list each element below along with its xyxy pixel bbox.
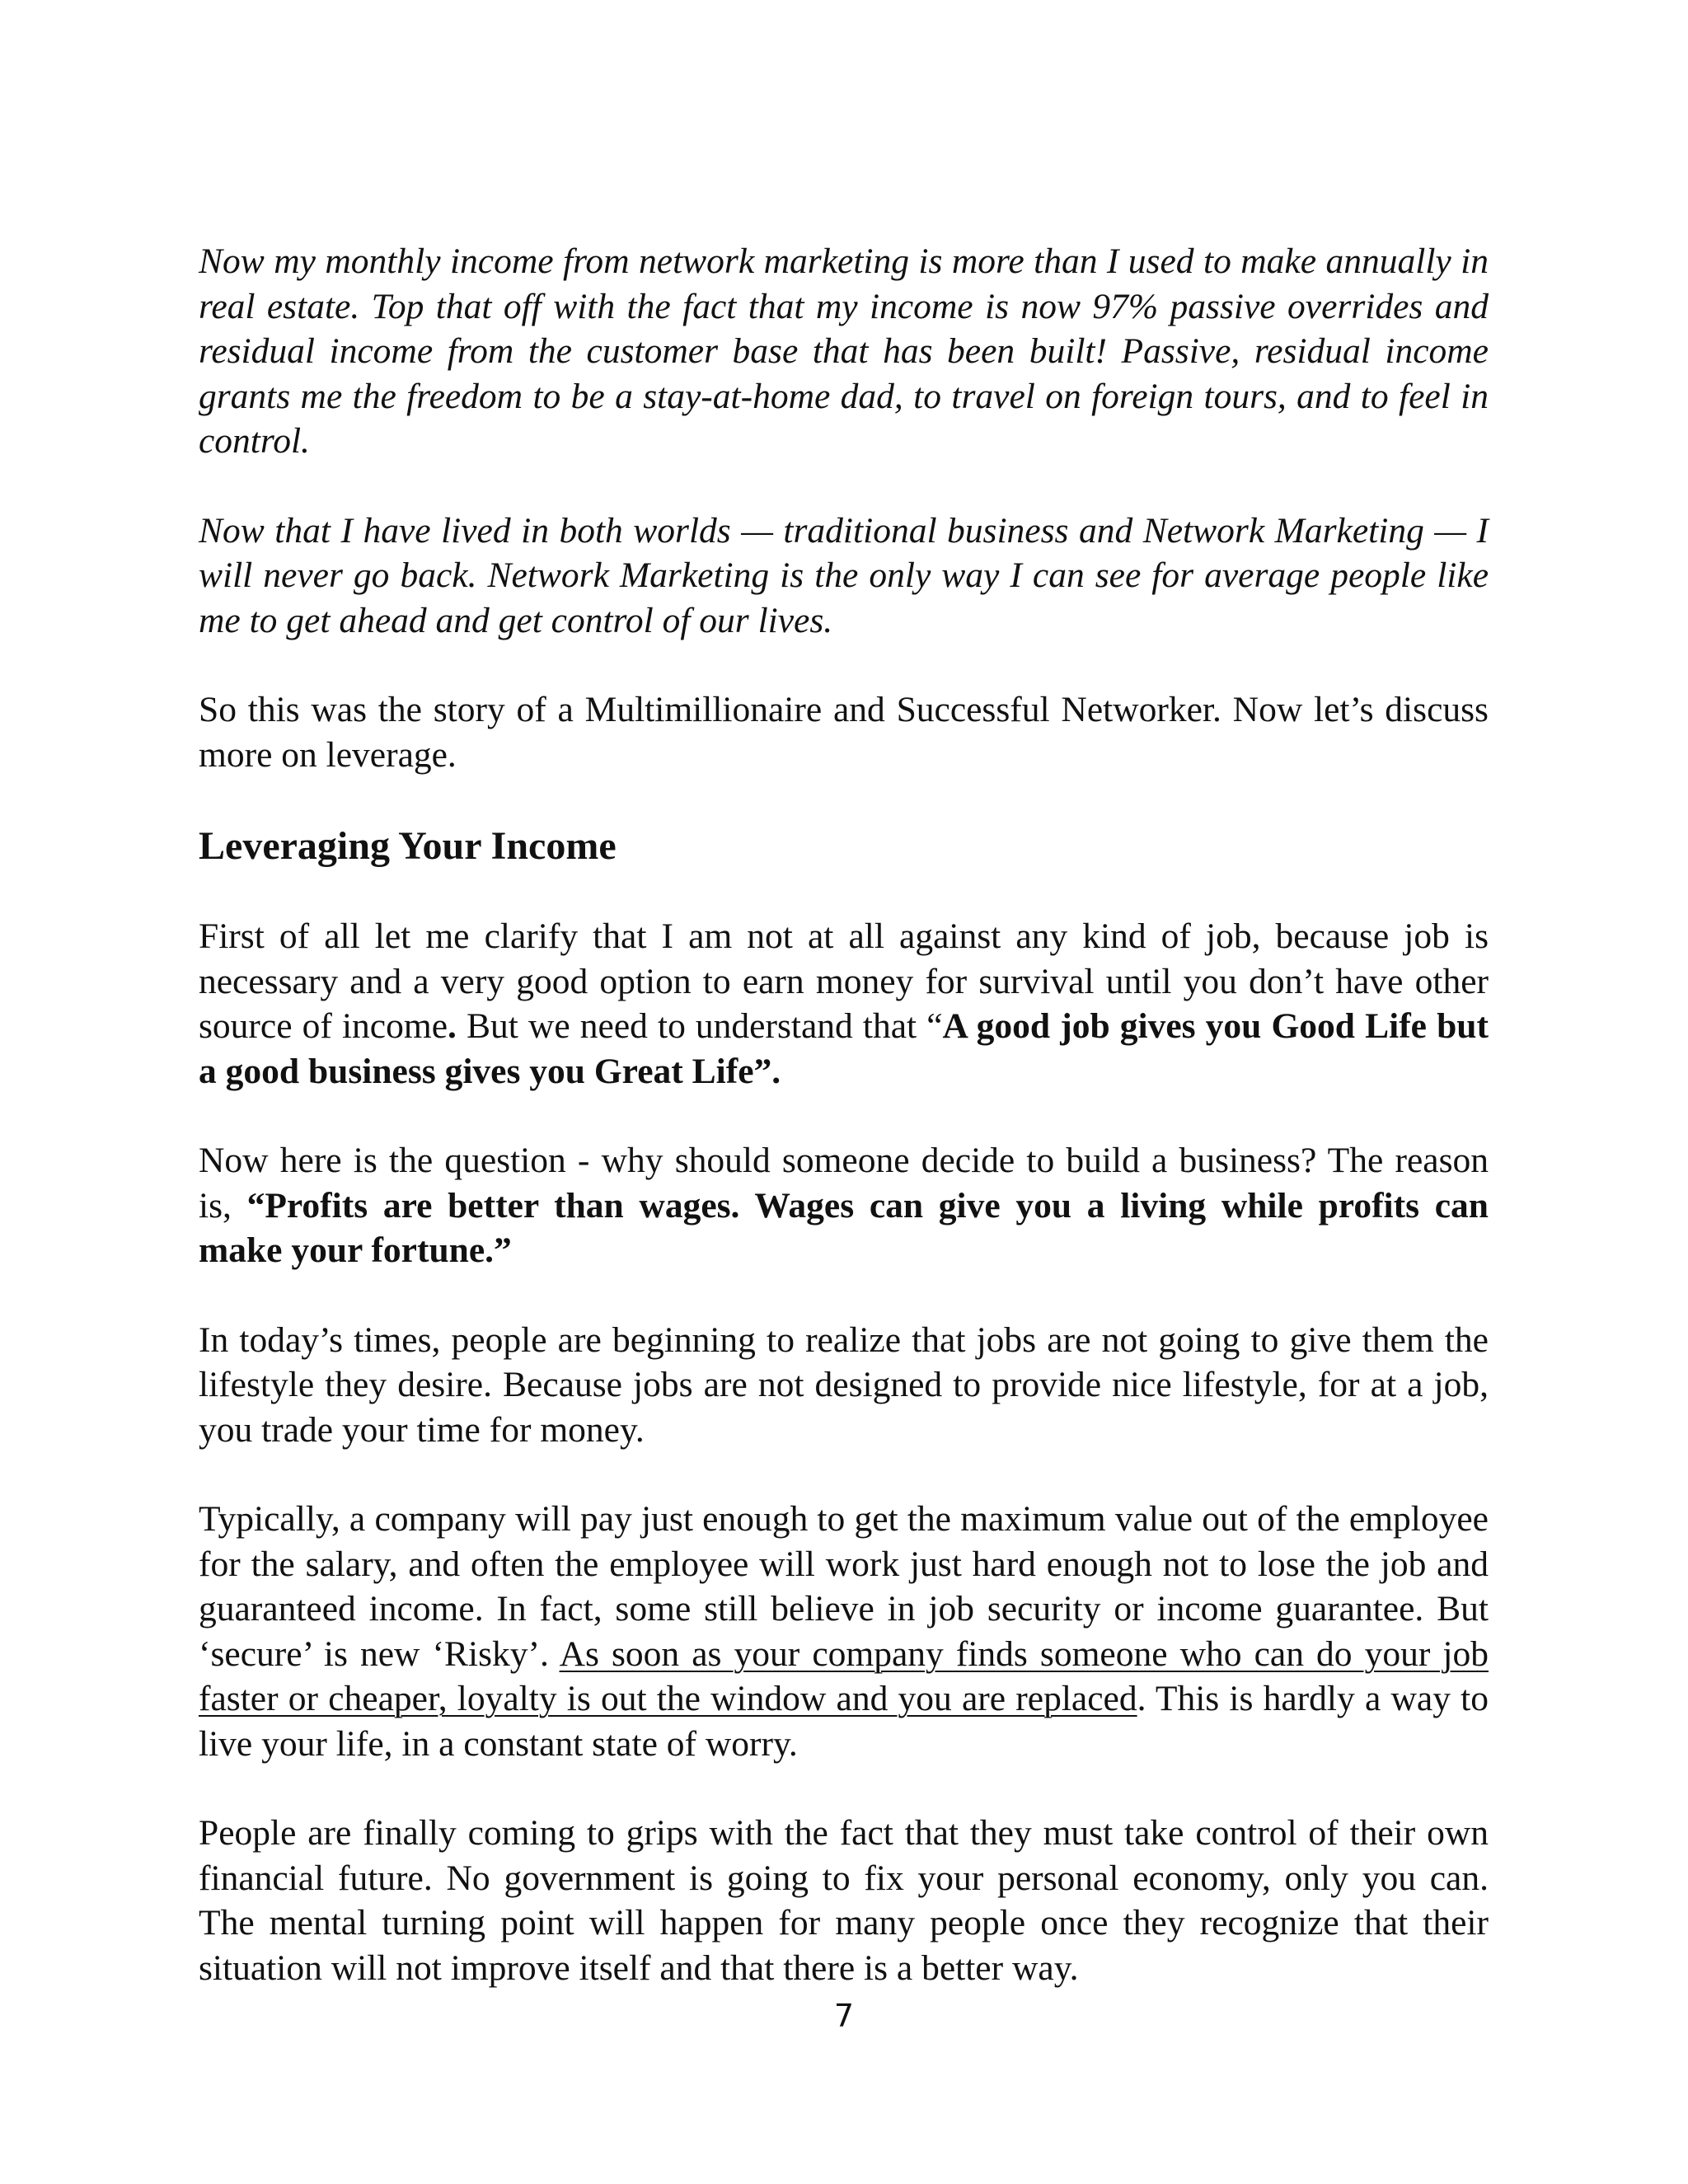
intro-paragraph-leverage: So this was the story of a Multimillionaire and Successful Networker. Now let’s discuss more on leverage. bbox=[199, 690, 1489, 775]
paragraph-job-vs-business bbox=[199, 914, 1489, 1094]
bold-quote: “Profits are better than wages. Wages can give you a living while profits can make your fortune.” bbox=[199, 1185, 1489, 1270]
underlined-text: As soon as your company finds someone who can do your job faster or cheaper, loyalty is out the window and you are replaced bbox=[199, 1633, 1489, 1718]
paragraph-profits-vs-wages bbox=[199, 1138, 1489, 1273]
paragraph-text: . This is hardly a way to live your life, in a constant state of worry. bbox=[199, 1679, 1489, 1764]
paragraph-text: Now here is the question - why should someone decide to build a business? The reason is, bbox=[199, 1141, 1489, 1226]
section-heading: Leveraging Your Income bbox=[199, 824, 617, 868]
story-paragraph-two-worlds: Now that I have lived in both worlds — traditional business and Network Marketing — I will never go back. Network Marketing is the only way I can see for average people like me to get ahead and get control of our lives. bbox=[199, 510, 1489, 640]
paragraph-financial-future: People are finally coming to grips with the fact that they must take control of their own financial future. No government is going to fix your personal economy, only you can. The mental turning point will happen for many people once they recognize that their situation will not improve itself and that there is a better way. bbox=[199, 1813, 1489, 1988]
bold-quote: A good job gives you Good Life but a good business gives you Great Life”. bbox=[199, 1006, 1489, 1091]
bold-period: . bbox=[448, 1006, 457, 1046]
page-number: 7 bbox=[833, 1998, 855, 2034]
paragraph-job-security bbox=[199, 1497, 1489, 1766]
paragraph-text: Typically, a company will pay just enough to get the maximum value out of the employee for the salary, and often the employee will work just hard enough not to lose the job and guaranteed income. In fact, some still believe in job security or income guarantee. But ‘secure’ is new ‘Risky’. bbox=[199, 1499, 1489, 1674]
story-paragraph-income: Now my monthly income from network marketing is more than I used to make annually in real estate. Top that off with the fact that my income is now 97% passive overrides and residual income from the customer base that has been built! Passive, residual income grants me the freedom to be a stay-at-home dad, to travel on foreign tours, and to feel in control. bbox=[199, 241, 1489, 461]
page-body bbox=[199, 239, 1489, 2035]
paragraph-text: But we need to understand that “ bbox=[456, 1006, 943, 1046]
paragraph-text: First of all let me clarify that I am not at all against any kind of job, because job is necessary and a very good option to earn money for survival until you don’t have other source of income bbox=[199, 916, 1489, 1046]
paragraph-lifestyle: In today’s times, people are beginning to realize that jobs are not going to give them the lifestyle they desire. Because jobs are not designed to provide nice lifestyle, for at a job, you trade your time for money. bbox=[199, 1319, 1489, 1450]
